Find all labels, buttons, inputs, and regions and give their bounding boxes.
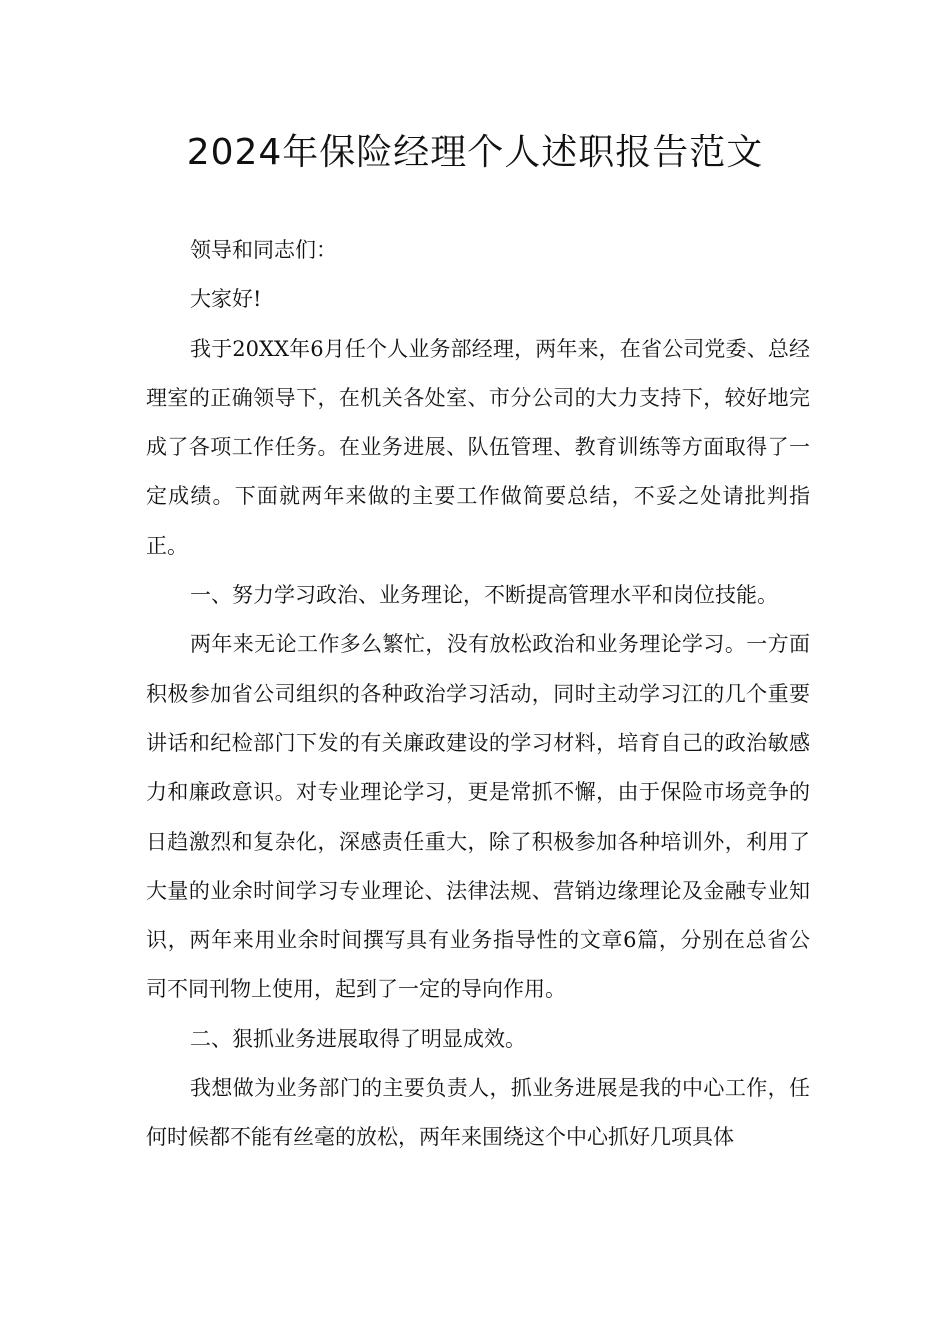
section-heading-1: 一、努力学习政治、业务理论，不断提高管理水平和岗位技能。 bbox=[190, 583, 778, 608]
intro-paragraph: 我于20XX年6月任个人业务部经理，两年来，在省公司党委、总经理室的正确领导下，在机关各处室、市分公司的大力支持下，较好地完成了各项工作任务。在业务进展、队伍管理、教育训练等方面取得了一定成绩。下面就两年来做的主要工作做简要总结，不妥之处请批判指正。 bbox=[146, 336, 810, 558]
section-1-paragraph: 两年来无论工作多么繁忙，没有放松政治和业务理论学习。一方面积极参加省公司组织的各种政治学习活动，同时主动学习江的几个重要讲话和纪检部门下发的有关廉政建设的学习材料，培育自己的政治敏感力和廉政意识。对专业理论学习，更是常抓不懈，由于保险市场竞争的日趋激烈和复杂化，深感责任重大，除了积极参加各种培训外，利用了大量的业余时间学习专业理论、法律法规、营销边缘理论及金融专业知识，两年来用业余时间撰写具有业务指导性的文章6篇，分别在总省公司不同刊物上使用，起到了一定的导向作用。 bbox=[146, 632, 810, 1002]
section-2-paragraph: 我想做为业务部门的主要负责人，抓业务进展是我的中心工作，任何时候都不能有丝毫的放松，两年来围绕这个中心抓好几项具体 bbox=[146, 1076, 810, 1150]
section-heading-2: 二、狠抓业务进展取得了明显成效。 bbox=[190, 1026, 526, 1051]
salutation-paragraph: 领导和同志们： bbox=[190, 238, 337, 262]
document-body bbox=[146, 226, 810, 1163]
greeting-paragraph: 大家好! bbox=[190, 287, 262, 312]
document-title: 2024年保险经理个人述职报告范文 bbox=[186, 132, 764, 173]
